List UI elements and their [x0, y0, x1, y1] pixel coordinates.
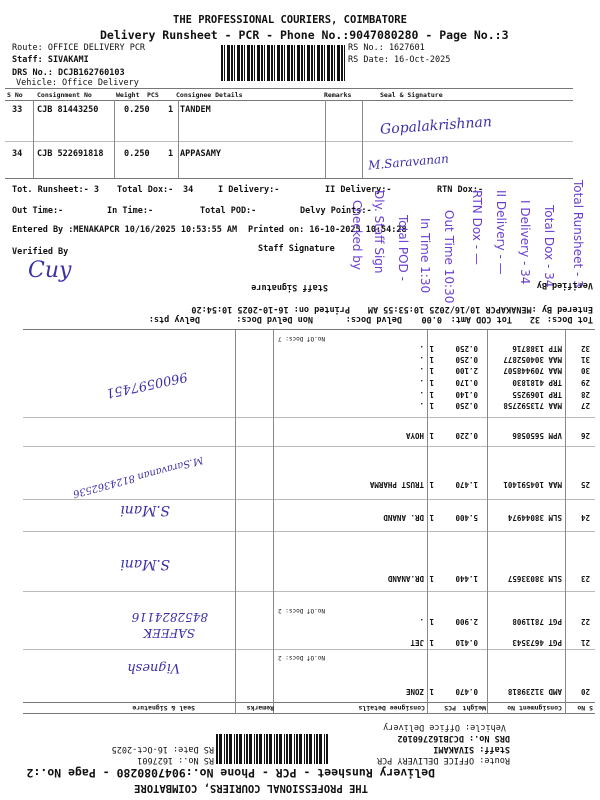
row-consignee: APPASAMY [180, 149, 221, 159]
printed-on: Printed on: 16-10-2025 10:54:20 [191, 304, 350, 314]
row-weight: 0.250 [455, 344, 478, 353]
row-sno: 30 [580, 366, 590, 375]
handwritten-signature: S.Mani [120, 556, 170, 572]
row-sno: 25 [580, 480, 590, 489]
row-consignee: JET [410, 638, 424, 647]
row-sno: 28 [580, 390, 590, 399]
header-weight: Weight [116, 91, 140, 99]
delvy-pts: Delvy pts: [148, 314, 200, 324]
rs-date: RS Date: 16-Oct-2025 [348, 55, 451, 65]
row-consignee: No.Of Docs: 7 [278, 335, 325, 342]
header-pcs: PCS [147, 91, 159, 99]
row-sno: 22 [580, 617, 590, 626]
row-consignee: DR. ANAND [383, 513, 424, 522]
non-delvd-docs: Non Delvd Docs: [236, 314, 313, 324]
row-weight: 0.250 [455, 401, 478, 410]
header-seal: Seal & Signature [132, 704, 195, 712]
row-consignee: . [419, 366, 424, 375]
table-row [0, 684, 600, 696]
row-consignment: VPM 5650586 [512, 431, 562, 440]
staff: Staff: SIVAKAMI [12, 55, 89, 65]
barcode [216, 734, 328, 764]
table-row [0, 375, 600, 387]
row-sno: 29 [580, 378, 590, 387]
row-consignment: AMD 31239818 [507, 687, 562, 696]
row-weight: 0.250 [124, 149, 150, 159]
row-pcs: 1 [429, 431, 434, 440]
header-remarks: Remarks [324, 91, 352, 99]
table-row [0, 330, 600, 342]
row-consignee: . [419, 390, 424, 399]
row-sno: 33 [12, 105, 23, 115]
row-consignee: . [419, 355, 424, 364]
header-weight: Weight [462, 704, 486, 712]
table-row [0, 363, 600, 375]
row-sno: 34 [12, 149, 23, 159]
company-title: THE PROFESSIONAL COURIERS, COIMBATORE [134, 782, 368, 794]
tot-runsheet: Tot. Runsheet:- 3 [12, 185, 99, 195]
row-consignment: MAA 713592758 [503, 401, 562, 410]
table-row [0, 602, 600, 614]
in-time: In Time:- [107, 206, 154, 216]
total-dox-label: Total Dox:- [117, 185, 174, 195]
row-pcs: 1 [429, 390, 434, 399]
table-row [0, 387, 600, 399]
header-consignee: Consignee Details [358, 704, 425, 712]
table-row [0, 649, 600, 661]
header-pcs: PCS [444, 704, 456, 712]
row-sno: 21 [580, 638, 590, 647]
staff-signature: Staff Signature [258, 244, 335, 254]
header-remarks: Remarks [246, 704, 274, 712]
handwritten-signature: Vignesh [127, 660, 180, 675]
row-pcs: 1 [429, 378, 434, 387]
row-consignment: SLM 38044974 [507, 513, 562, 522]
row-sno: 27 [580, 401, 590, 410]
handwritten-signature: 8452824116 [131, 610, 208, 624]
row-consignment: MTP 1388716 [512, 344, 562, 353]
handwritten-note: Dly. Staff Sign [372, 190, 386, 274]
row-consignment: PGT 7811908 [512, 617, 562, 626]
handwritten-signature: 9600597451 [104, 368, 189, 401]
row-consignee: No.Of Docs: 2 [278, 607, 325, 614]
tot-docs-value: 32 [529, 314, 540, 324]
runsheet-page-2-rotated [0, 280, 600, 800]
handwritten-note: Total Dox - 34 [542, 205, 556, 288]
row-consignment: PGT 4673543 [512, 638, 562, 647]
row-sno: 20 [580, 687, 590, 696]
handwritten-signature: Gopalakrishnan [379, 114, 493, 138]
rs-number: RS No.: 1627601 [137, 755, 214, 765]
row-consignee: . [419, 401, 424, 410]
row-pcs: 1 [429, 344, 434, 353]
row-pcs: 1 [168, 149, 174, 159]
row-weight: 0.220 [455, 431, 478, 440]
row-weight: 1.440 [455, 574, 478, 583]
row-pcs: 1 [429, 480, 434, 489]
entered-by: Entered By :MENAKAPCR 10/16/2025 10:53:55 AM [367, 304, 593, 314]
verified-by: Verified By [536, 280, 593, 290]
row-consignee: DR.ANAND [387, 574, 424, 583]
handwritten-note: In Time 1:30 [418, 218, 432, 294]
table-row [0, 398, 600, 410]
handwritten-note: Total POD - [396, 215, 410, 281]
row-pcs: 1 [429, 617, 434, 626]
header-seal: Seal & Signature [380, 91, 443, 99]
row-consignee: No.Of Docs: 2 [278, 654, 325, 661]
row-consignee: TANDEM [180, 105, 211, 115]
row-weight: 0.250 [455, 355, 478, 364]
header-consignment: Consignment No [37, 91, 92, 99]
row-sno: 26 [580, 431, 590, 440]
table-row [0, 352, 600, 364]
row-pcs: 1 [429, 574, 434, 583]
row-sno: 31 [580, 355, 590, 364]
row-pcs: 1 [429, 355, 434, 364]
total-pod: Total POD:- [200, 206, 257, 216]
row-pcs: 1 [429, 366, 434, 375]
handwritten-note: Total Runsheet - 3 [571, 180, 585, 288]
row-weight: 5.400 [455, 513, 478, 522]
row-consignment: SLM 38033657 [507, 574, 562, 583]
rs-number: RS No.: 1627601 [348, 43, 425, 53]
staff: Staff: SIVAKAMI [433, 744, 510, 754]
row-consignment: MAA 304052877 [503, 355, 562, 364]
row-pcs: 1 [429, 401, 434, 410]
handwritten-note: I Delivery - 34 [518, 200, 532, 285]
row-consignee: HOYA [405, 431, 424, 440]
row-weight: 0.140 [455, 390, 478, 399]
delvy-points: Delvy Points:- [300, 206, 372, 216]
row-consignee: TRUST PHARMA [369, 480, 424, 489]
row-sno: 32 [580, 344, 590, 353]
staff-signature: Staff Signature [251, 282, 328, 292]
row-consignee: . [419, 378, 424, 387]
handwritten-note: RTN Dox - — [470, 190, 484, 265]
row-consignee: . [419, 617, 424, 626]
row-consignee: ZONE [405, 687, 424, 696]
handwritten-note: II Delivery - — [494, 190, 508, 275]
printed-on: Printed on: 16-10-2025 10:54:28 [248, 225, 407, 235]
row-consignment: TRP 4181830 [512, 378, 562, 387]
route: Route: OFFICE DELIVERY PCR [376, 755, 510, 765]
ii-delivery: II Delivery:- [325, 185, 392, 195]
handwritten-signature: M.Saravanan 8124362536 [71, 453, 205, 500]
row-consignment: CJB 81443250 [37, 105, 99, 115]
route: Route: OFFICE DELIVERY PCR [12, 43, 146, 53]
handwritten-signature: M.Saravanan [367, 151, 450, 173]
barcode [221, 45, 345, 81]
row-consignment: MAA 709448507 [503, 366, 562, 375]
table-row [0, 635, 600, 647]
handwritten-signature: SAFEEK [143, 626, 195, 640]
handwritten-signature: S.Mani [120, 502, 170, 518]
row-pcs: 1 [168, 105, 174, 115]
row-pcs: 1 [429, 687, 434, 696]
header-sno: S No [577, 704, 593, 712]
row-consignment: CJB 522691818 [37, 149, 104, 159]
row-consignment: TRP 1069255 [512, 390, 562, 399]
row-weight: 0.470 [455, 687, 478, 696]
table-row [0, 571, 600, 583]
company-title: THE PROFESSIONAL COURIERS, COIMBATORE [173, 14, 407, 26]
row-weight: 2.900 [455, 617, 478, 626]
row-weight: 0.170 [455, 378, 478, 387]
row-weight: 2.100 [455, 366, 478, 375]
tot-cod-value: 0.00 [421, 314, 442, 324]
table-row [0, 614, 600, 626]
row-weight: 0.410 [455, 638, 478, 647]
row-weight: 0.250 [124, 105, 150, 115]
delvd-docs: Delvd Docs: [345, 314, 402, 324]
total-dox-value: 34 [183, 185, 194, 195]
drs-number: DRS No.: DCJB162760103 [12, 68, 125, 78]
runsheet-subtitle: Delivery Runsheet - PCR - Phone No.:9047080280 - Page No.:3 [100, 28, 509, 42]
drs-number: DRS No.: DCJB162760102 [397, 733, 510, 743]
table-row [0, 510, 600, 522]
rs-date: RS Date: 16-Oct-2025 [111, 744, 214, 754]
entered-by: Entered By :MENAKAPCR 10/16/2025 10:53:55 AM [12, 225, 238, 235]
runsheet-subtitle: Delivery Runsheet - PCR - Phone No.:9047080280 - Page No.:2 [26, 766, 435, 780]
handwritten-note: Out Time 10:30 [442, 210, 456, 304]
header-sno: S No [7, 91, 23, 99]
tot-docs-label: Tot Docs: [546, 314, 593, 324]
verified-signature: Cuy [28, 258, 72, 283]
header-consignee: Consignee Details [176, 91, 243, 99]
handwritten-note: Checked by [350, 200, 364, 271]
row-sno: 23 [580, 574, 590, 583]
rtn-dox: RTN Dox:- [437, 185, 484, 195]
row-consignee: . [419, 344, 424, 353]
vehicle: Vehicle: Office Delivery [16, 78, 139, 88]
row-sno: 24 [580, 513, 590, 522]
tot-cod-label: Tot COD Amt: [450, 314, 512, 324]
header-consignment: Consignment No [507, 704, 562, 712]
row-weight: 1.470 [455, 480, 478, 489]
vehicle: Vehicle: Office Delivery [383, 722, 506, 732]
out-time: Out Time:- [12, 206, 64, 216]
verified-by: Verified By [12, 247, 69, 257]
table-row [0, 428, 600, 440]
row-pcs: 1 [429, 513, 434, 522]
row-pcs: 1 [429, 638, 434, 647]
row-consignment: MAA 104591401 [503, 480, 562, 489]
table-row [0, 341, 600, 353]
i-delivery: I Delivery:- [218, 185, 280, 195]
